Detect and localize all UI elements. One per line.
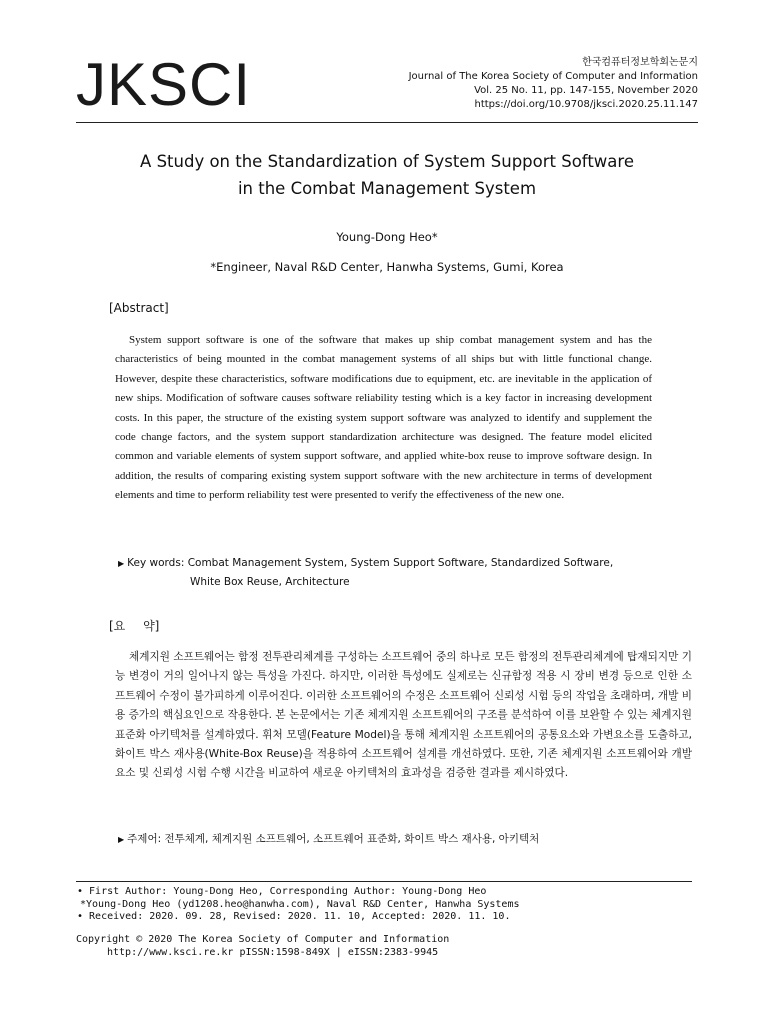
- journal-info: [409, 56, 698, 112]
- keywords-line-1: Combat Management System, System Support Software, Standardized Software,: [187, 557, 614, 569]
- bullet-icon: ▶: [118, 835, 125, 844]
- paper-title-line-2: in the Combat Management System: [237, 179, 537, 198]
- korean-abstract-body: 체계지원 소프트웨어는 함정 전투관리체계를 구성하는 소프트웨어 중의 하나로 모든 함정의 전투관리체계에 탑재되지만 기능 변경이 거의 일어나지 않는 특성을 가진다. 하지만, 이러한 특성에도 실제로는 신규함정 적용 시 장비 변경 등으로 인한 소프트웨어 수정이 불가피하게 이루어진다. 이러한 소프트웨어의 수정은 소프트웨어 신뢰성 시험 등의 작업을 초래하며, 개발 비용 증가의 핵심요인으로 작용한다. 본 논문에서는 기존 체계지원 소프트웨어의 구조를 분석하여 이를 보완할 수 있는 체계지원 표준화 아키텍처를 설계하였다. 휘처 모델(Feature Model)을 통해 체계지원 소프트웨어의 공통요소와 가변요소를 도출하고, 화이트 박스 재사용(White-Box Reuse)을 적용하여 소프트웨어 설계를 개선하였다. 또한, 기존 체계지원 소프트웨어와 개발 요소 및 신뢰성 시험 수행 시간을 비교하여 새로운 아키텍처의 효과성을 검증한 결과를 제시하였다.: [115, 651, 692, 780]
- journal-korean-name: 한국컴퓨터정보학회논문지: [582, 57, 698, 68]
- journal-volume: Vol. 25 No. 11, pp. 147-155, November 2020: [474, 85, 698, 96]
- copyright-line: Copyright © 2020 The Korea Society of Computer and Information: [76, 934, 450, 945]
- copyright-url-issn[interactable]: http://www.ksci.re.kr pISSN:1598-849X | eISSN:2383-9945: [107, 946, 439, 958]
- korean-keywords-list: 전투체계, 체계지원 소프트웨어, 소프트웨어 표준화, 화이트 박스 재사용, 아키텍처: [164, 833, 540, 845]
- abstract-heading: [Abstract]: [109, 301, 169, 315]
- korean-abstract-heading: [요 약]: [109, 619, 160, 633]
- keywords: ▶ Key words: Combat Management System, System Support Software, Standardized Software, White Box Reuse, Architecture: [118, 554, 678, 592]
- keywords-line-2: White Box Reuse, Architecture: [190, 576, 350, 588]
- header-divider: [76, 122, 698, 123]
- author-affiliation: *Engineer, Naval R&D Center, Hanwha Systems, Gumi, Korea: [210, 260, 564, 274]
- keywords-label: Key words: [127, 557, 181, 569]
- journal-english-name: Journal of The Korea Society of Computer and Information: [408, 71, 698, 82]
- paper-title-line-1: A Study on the Standardization of System Support Software: [140, 152, 634, 171]
- footnotes: [77, 886, 520, 924]
- copyright: [76, 934, 449, 959]
- footnote-divider: [76, 881, 692, 882]
- footnote-contact: *Young-Dong Heo (yd1208.heo@hanwha.com), Naval R&D Center, Hanwha Systems: [80, 898, 520, 910]
- journal-doi[interactable]: https://doi.org/10.9708/jksci.2020.25.11.147: [474, 99, 698, 110]
- abstract-body: System support software is one of the software that makes up ship combat management system and has the characteristics of being mounted in the combat management systems of all ships but with little functional change. However, despite these characteristics, software modifications due to equipment, etc. are inevitable in the application of new ships. Modification of software causes software reliability testing which is a key factor in increasing development costs. In this paper, the structure of the existing system support software was analyzed to identify and supplement the code change factors, and the system support standardization architecture was designed. The feature model elicited common and variable elements of system support software, and applied white-box reuse to improve software design. In addition, the results of comparing existing system support software with the new architecture in terms of development elements and time to perform reliability test were presented to verify the effectiveness of the new one.: [115, 334, 652, 502]
- korean-keywords-label: 주제어: [127, 833, 158, 845]
- korean-keywords: ▶ 주제어: 전투체계, 체계지원 소프트웨어, 소프트웨어 표준화, 화이트 박스 재사용, 아키텍처: [118, 833, 540, 845]
- footnote-dates: • Received: 2020. 09. 28, Revised: 2020. 11. 10, Accepted: 2020. 11. 10.: [77, 911, 511, 922]
- paper-author: Young-Dong Heo*: [336, 230, 438, 244]
- bullet-icon: ▶: [118, 559, 125, 568]
- paper-title: [76, 148, 698, 202]
- journal-logo: JKSCI: [76, 51, 252, 118]
- footnote-author: • First Author: Young-Dong Heo, Corresponding Author: Young-Dong Heo: [77, 886, 487, 897]
